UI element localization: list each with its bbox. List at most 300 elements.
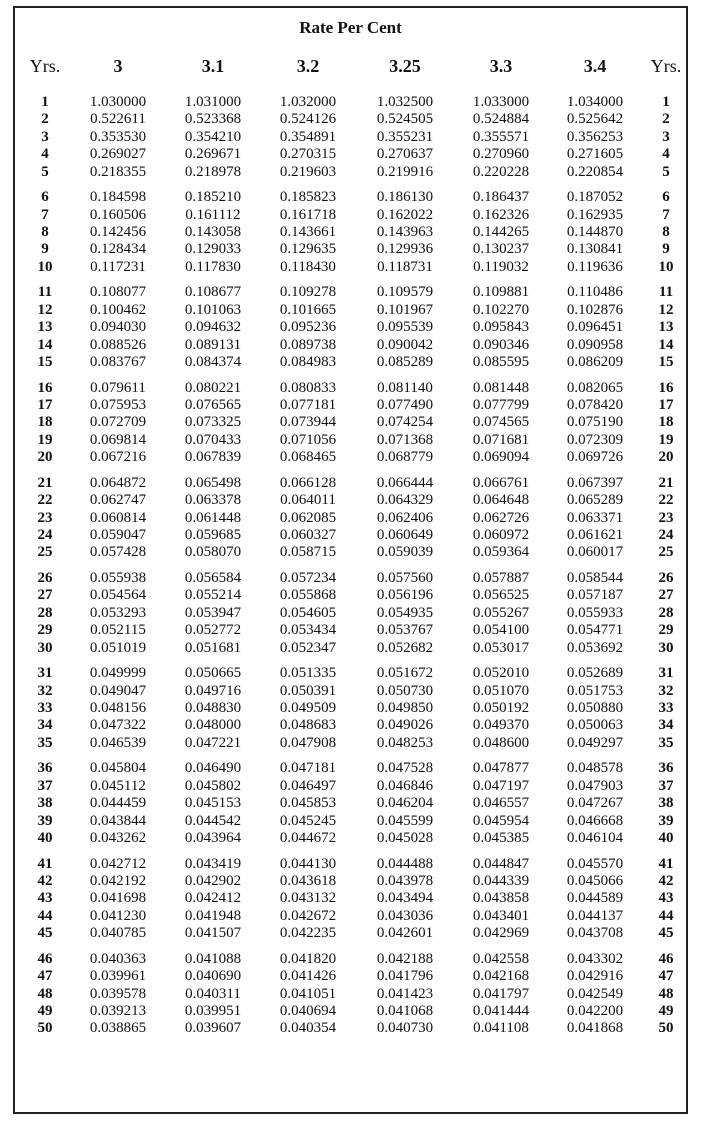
value-cell: 0.270315	[279, 146, 337, 163]
year-cell-left: 29	[37, 622, 53, 639]
value-cell: 0.049999	[89, 665, 147, 682]
value-cell: 0.522611	[90, 111, 146, 128]
value-cell: 0.162022	[376, 206, 434, 223]
table-body	[15, 94, 686, 1038]
value-cell: 0.047877	[472, 760, 530, 777]
value-cell: 0.085289	[376, 353, 434, 370]
year-cell-right: 35	[658, 734, 674, 751]
value-cell: 0.049047	[89, 682, 147, 699]
value-cell: 0.072309	[566, 431, 624, 448]
value-cell: 0.048253	[376, 734, 434, 751]
header-rate-3-1: 3.1	[201, 56, 225, 76]
value-cell: 0.041868	[566, 1020, 624, 1037]
value-cell: 0.043978	[376, 873, 434, 890]
value-cell: 0.044137	[566, 907, 624, 924]
value-cell: 0.109881	[472, 284, 530, 301]
year-cell-right: 49	[658, 1003, 674, 1019]
value-cell: 0.100462	[89, 301, 147, 318]
value-cell: 0.042192	[89, 873, 147, 890]
value-cell: 0.059039	[376, 544, 434, 561]
value-cell: 0.049370	[472, 717, 530, 734]
value-cell: 0.129033	[184, 241, 242, 258]
value-cell: 0.143963	[376, 223, 434, 240]
value-cell: 0.049509	[279, 700, 337, 716]
value-cell: 0.269027	[89, 146, 147, 163]
value-cell: 0.047903	[566, 777, 624, 794]
table-row	[15, 224, 686, 241]
year-cell-right: 45	[658, 925, 674, 942]
value-cell: 0.042558	[472, 950, 530, 967]
value-cell: 0.074565	[472, 414, 530, 431]
value-cell: 0.045570	[566, 855, 624, 872]
value-cell: 0.143058	[184, 223, 242, 240]
value-cell: 0.130841	[566, 241, 624, 258]
value-cell: 0.045599	[376, 812, 434, 829]
value-cell: 0.060649	[376, 526, 434, 543]
value-cell: 0.080221	[184, 379, 242, 396]
value-cell: 0.041051	[279, 985, 337, 1002]
year-cell-right: 40	[658, 829, 674, 846]
value-cell: 0.057887	[472, 570, 530, 587]
value-cell: 0.062747	[89, 492, 147, 509]
value-cell: 0.066761	[472, 474, 530, 491]
value-cell: 0.045245	[279, 812, 337, 829]
value-cell: 0.219603	[279, 163, 337, 180]
value-cell: 0.041507	[184, 925, 242, 942]
year-cell-right: 10	[658, 258, 674, 275]
table-row	[15, 207, 686, 224]
value-cell: 0.067397	[566, 474, 624, 491]
table-row	[15, 968, 686, 985]
table-row	[15, 925, 686, 942]
value-cell: 0.050391	[279, 682, 337, 699]
table-row	[15, 284, 686, 301]
value-cell: 0.059364	[472, 544, 530, 561]
value-cell: 0.218978	[184, 163, 242, 180]
year-cell-right: 4	[662, 146, 670, 163]
table-row	[15, 259, 686, 276]
year-cell-left: 2	[41, 111, 49, 128]
year-cell-left: 30	[37, 639, 53, 656]
value-cell: 0.070433	[184, 431, 242, 448]
value-cell: 0.038865	[89, 1020, 147, 1037]
value-cell: 0.042672	[279, 907, 337, 924]
year-cell-left: 15	[37, 353, 53, 370]
value-cell: 0.044847	[472, 855, 530, 872]
value-cell: 0.048830	[184, 700, 242, 716]
value-cell: 0.184598	[89, 189, 147, 206]
year-cell-left: 27	[37, 587, 53, 604]
value-cell: 0.039951	[184, 1003, 242, 1019]
year-cell-right: 9	[662, 241, 670, 258]
value-cell: 0.041796	[376, 968, 434, 985]
value-cell: 0.081140	[377, 379, 433, 396]
value-cell: 0.052682	[376, 639, 434, 656]
value-cell: 0.053692	[566, 639, 624, 656]
value-cell: 0.094632	[184, 319, 242, 336]
year-cell-right: 1	[662, 94, 670, 110]
year-cell-left: 11	[37, 284, 53, 301]
value-cell: 0.094030	[89, 319, 147, 336]
value-cell: 0.043036	[376, 907, 434, 924]
value-cell: 0.142456	[89, 223, 147, 240]
year-cell-right: 26	[658, 570, 674, 587]
value-cell: 0.042235	[279, 925, 337, 942]
value-cell: 0.064329	[376, 492, 434, 509]
value-cell: 0.046539	[89, 734, 147, 751]
year-cell-left: 49	[37, 1003, 53, 1019]
value-cell: 0.090042	[376, 336, 434, 353]
value-cell: 0.056525	[472, 587, 530, 604]
value-cell: 0.077799	[472, 397, 530, 413]
value-cell: 0.102876	[566, 301, 624, 318]
value-cell: 0.118731	[377, 258, 433, 275]
year-cell-right: 29	[658, 622, 674, 639]
header-yrs-right: Yrs.	[650, 56, 682, 76]
year-cell-right: 24	[658, 526, 674, 543]
value-cell: 0.119032	[473, 258, 529, 275]
table-row	[15, 492, 686, 509]
value-cell: 0.064872	[89, 474, 147, 491]
value-cell: 0.052772	[184, 622, 242, 639]
value-cell: 0.043419	[184, 855, 242, 872]
value-cell: 0.053017	[472, 639, 530, 656]
value-cell: 0.353530	[89, 128, 147, 145]
value-cell: 0.042200	[566, 1003, 624, 1019]
value-cell: 0.042549	[566, 985, 624, 1002]
value-cell: 0.049716	[184, 682, 242, 699]
value-cell: 0.067216	[89, 449, 147, 466]
value-cell: 0.050880	[566, 700, 624, 716]
year-cell-right: 33	[658, 700, 674, 716]
value-cell: 0.046846	[376, 777, 434, 794]
value-cell: 0.117231	[90, 258, 146, 275]
year-cell-right: 19	[658, 431, 674, 448]
value-cell: 0.054771	[566, 622, 624, 639]
value-cell: 0.089738	[279, 336, 337, 353]
year-cell-right: 32	[658, 682, 674, 699]
value-cell: 0.186130	[376, 189, 434, 206]
year-cell-left: 4	[41, 146, 49, 163]
year-cell-left: 46	[37, 950, 53, 967]
value-cell: 0.042412	[184, 890, 242, 907]
year-cell-left: 32	[37, 682, 53, 699]
table-row	[15, 319, 686, 336]
year-cell-right: 21	[658, 474, 674, 491]
year-cell-left: 6	[41, 189, 49, 206]
table-row	[15, 570, 686, 587]
table-row	[15, 908, 686, 925]
table-row	[15, 1020, 686, 1037]
table-row	[15, 544, 686, 561]
table-row	[15, 164, 686, 181]
value-cell: 0.068779	[376, 449, 434, 466]
value-cell: 0.040311	[185, 985, 241, 1002]
year-cell-left: 31	[37, 665, 53, 682]
value-cell: 0.069726	[566, 449, 624, 466]
value-cell: 0.051019	[89, 639, 147, 656]
value-cell: 0.072709	[89, 414, 147, 431]
value-cell: 0.044130	[279, 855, 337, 872]
year-cell-right: 27	[658, 587, 674, 604]
value-cell: 0.042916	[566, 968, 624, 985]
value-cell: 0.041426	[279, 968, 337, 985]
year-cell-left: 26	[37, 570, 53, 587]
table-row	[15, 449, 686, 466]
value-cell: 0.048683	[279, 717, 337, 734]
value-cell: 0.524126	[279, 111, 337, 128]
value-cell: 0.053293	[89, 604, 147, 621]
year-cell-right: 11	[658, 284, 674, 301]
year-cell-left: 8	[41, 223, 49, 240]
value-cell: 0.045802	[184, 777, 242, 794]
value-cell: 0.161112	[185, 206, 241, 223]
year-cell-left: 21	[37, 474, 53, 491]
value-cell: 0.047528	[376, 760, 434, 777]
value-cell: 0.119636	[567, 258, 623, 275]
year-cell-right: 31	[658, 665, 674, 682]
value-cell: 0.041068	[376, 1003, 434, 1019]
year-cell-right: 3	[662, 128, 670, 145]
year-cell-left: 22	[37, 492, 53, 509]
table-row	[15, 683, 686, 700]
year-cell-right: 25	[658, 544, 674, 561]
value-cell: 0.047908	[279, 734, 337, 751]
table-row	[15, 890, 686, 907]
value-cell: 0.090346	[472, 336, 530, 353]
value-cell: 0.042168	[472, 968, 530, 985]
value-cell: 0.039578	[89, 985, 147, 1002]
value-cell: 0.043844	[89, 812, 147, 829]
year-cell-right: 20	[658, 449, 674, 466]
value-cell: 0.095236	[279, 319, 337, 336]
value-cell: 0.040690	[184, 968, 242, 985]
value-cell: 0.095539	[376, 319, 434, 336]
value-cell: 0.042601	[376, 925, 434, 942]
year-cell-right: 5	[662, 163, 670, 180]
value-cell: 0.064011	[280, 492, 336, 509]
value-cell: 0.067839	[184, 449, 242, 466]
value-cell: 0.524884	[472, 111, 530, 128]
value-cell: 0.040354	[279, 1020, 337, 1037]
value-cell: 0.053434	[279, 622, 337, 639]
value-cell: 0.051681	[184, 639, 242, 656]
value-cell: 0.054605	[279, 604, 337, 621]
value-cell: 0.102270	[472, 301, 530, 318]
value-cell: 0.078420	[566, 397, 624, 413]
value-cell: 0.056584	[184, 570, 242, 587]
value-cell: 1.032500	[376, 94, 434, 110]
value-cell: 0.085595	[472, 353, 530, 370]
value-cell: 0.063371	[566, 509, 624, 526]
header-rate-3-3: 3.3	[489, 56, 513, 76]
year-cell-left: 35	[37, 734, 53, 751]
value-cell: 0.043708	[566, 925, 624, 942]
value-cell: 0.043618	[279, 873, 337, 890]
value-cell: 0.040694	[279, 1003, 337, 1019]
value-cell: 0.065498	[184, 474, 242, 491]
table-row	[15, 302, 686, 319]
value-cell: 0.043494	[376, 890, 434, 907]
table-row	[15, 873, 686, 890]
table-row	[15, 735, 686, 752]
value-cell: 0.143661	[279, 223, 337, 240]
value-cell: 0.162935	[566, 206, 624, 223]
value-cell: 0.047322	[89, 717, 147, 734]
value-cell: 0.040730	[376, 1020, 434, 1037]
table-row	[15, 830, 686, 847]
year-cell-left: 23	[37, 509, 53, 526]
year-cell-left: 34	[37, 717, 53, 734]
value-cell: 0.052689	[566, 665, 624, 682]
year-cell-right: 39	[658, 812, 674, 829]
value-cell: 0.049026	[376, 717, 434, 734]
value-cell: 0.045153	[184, 795, 242, 812]
value-cell: 0.077181	[279, 397, 337, 413]
value-cell: 0.271605	[566, 146, 624, 163]
value-cell: 0.039213	[89, 1003, 147, 1019]
year-cell-left: 3	[41, 128, 49, 145]
year-cell-right: 47	[658, 968, 674, 985]
value-cell: 0.071056	[279, 431, 337, 448]
year-cell-right: 7	[662, 206, 670, 223]
year-cell-left: 1	[41, 94, 49, 110]
value-cell: 0.269671	[184, 146, 242, 163]
value-cell: 0.061621	[566, 526, 624, 543]
value-cell: 0.066128	[279, 474, 337, 491]
value-cell: 0.044542	[184, 812, 242, 829]
value-cell: 0.101967	[376, 301, 434, 318]
year-cell-right: 23	[658, 509, 674, 526]
value-cell: 0.042188	[376, 950, 434, 967]
value-cell: 0.062726	[472, 509, 530, 526]
value-cell: 0.058715	[279, 544, 337, 561]
year-cell-left: 18	[37, 414, 53, 431]
value-cell: 0.162326	[472, 206, 530, 223]
header-yrs-left: Yrs.	[29, 56, 61, 76]
value-cell: 0.059047	[89, 526, 147, 543]
table-row	[15, 527, 686, 544]
value-cell: 0.060327	[279, 526, 337, 543]
header-rate-3-25: 3.25	[389, 56, 421, 76]
table-row	[15, 622, 686, 639]
value-cell: 0.043401	[472, 907, 530, 924]
year-cell-left: 16	[37, 379, 53, 396]
value-cell: 0.161718	[279, 206, 337, 223]
year-cell-left: 50	[37, 1020, 53, 1037]
value-cell: 0.083767	[89, 353, 147, 370]
year-cell-right: 38	[658, 795, 674, 812]
value-cell: 0.071681	[472, 431, 530, 448]
value-cell: 0.354891	[279, 128, 337, 145]
value-cell: 0.073325	[184, 414, 242, 431]
value-cell: 0.046490	[184, 760, 242, 777]
value-cell: 0.160506	[89, 206, 147, 223]
table-row	[15, 986, 686, 1003]
table-row	[15, 1003, 686, 1020]
value-cell: 0.185210	[184, 189, 242, 206]
value-cell: 0.051672	[376, 665, 434, 682]
value-cell: 0.045028	[376, 829, 434, 846]
value-cell: 0.109579	[376, 284, 434, 301]
value-cell: 0.049850	[376, 700, 434, 716]
year-cell-left: 5	[41, 163, 49, 180]
value-cell: 0.356253	[566, 128, 624, 145]
table-row	[15, 640, 686, 657]
value-cell: 0.068465	[279, 449, 337, 466]
value-cell: 0.075953	[89, 397, 147, 413]
value-cell: 0.117830	[185, 258, 241, 275]
value-cell: 0.057560	[376, 570, 434, 587]
value-cell: 0.064648	[472, 492, 530, 509]
value-cell: 0.110486	[567, 284, 623, 301]
value-cell: 0.101063	[184, 301, 242, 318]
table-row	[15, 605, 686, 622]
value-cell: 0.045385	[472, 829, 530, 846]
value-cell: 0.044589	[566, 890, 624, 907]
value-cell: 0.220854	[566, 163, 624, 180]
value-cell: 1.034000	[566, 94, 624, 110]
value-cell: 0.076565	[184, 397, 242, 413]
value-cell: 0.048578	[566, 760, 624, 777]
value-cell: 0.355231	[376, 128, 434, 145]
value-cell: 0.048000	[184, 717, 242, 734]
value-cell: 0.042969	[472, 925, 530, 942]
value-cell: 0.055933	[566, 604, 624, 621]
value-cell: 0.044672	[279, 829, 337, 846]
value-cell: 0.053767	[376, 622, 434, 639]
year-cell-right: 13	[658, 319, 674, 336]
value-cell: 0.043858	[472, 890, 530, 907]
header-rate-3-4: 3.4	[583, 56, 607, 76]
value-cell: 0.043302	[566, 950, 624, 967]
table-row	[15, 700, 686, 717]
table-row	[15, 337, 686, 354]
value-cell: 0.046668	[566, 812, 624, 829]
value-cell: 0.219916	[376, 163, 434, 180]
value-cell: 0.081448	[472, 379, 530, 396]
value-cell: 0.044488	[376, 855, 434, 872]
year-cell-left: 19	[37, 431, 53, 448]
value-cell: 0.047197	[472, 777, 530, 794]
value-cell: 0.057234	[279, 570, 337, 587]
value-cell: 0.129936	[376, 241, 434, 258]
value-cell: 0.046497	[279, 777, 337, 794]
year-cell-left: 36	[37, 760, 53, 777]
value-cell: 0.270960	[472, 146, 530, 163]
year-cell-left: 10	[37, 258, 53, 275]
year-cell-right: 28	[658, 604, 674, 621]
value-cell: 0.084983	[279, 353, 337, 370]
value-cell: 0.101665	[279, 301, 337, 318]
year-cell-left: 41	[37, 855, 53, 872]
year-cell-left: 13	[37, 319, 53, 336]
value-cell: 1.030000	[89, 94, 147, 110]
value-cell: 0.109278	[279, 284, 337, 301]
year-cell-left: 12	[37, 301, 53, 318]
value-cell: 0.144870	[566, 223, 624, 240]
value-cell: 0.096451	[566, 319, 624, 336]
year-cell-left: 7	[41, 206, 49, 223]
header-rate-3-2: 3.2	[296, 56, 320, 76]
table-row	[15, 510, 686, 527]
value-cell: 0.069094	[472, 449, 530, 466]
value-cell: 0.047267	[566, 795, 624, 812]
year-cell-left: 25	[37, 544, 53, 561]
year-cell-right: 30	[658, 639, 674, 656]
year-cell-left: 20	[37, 449, 53, 466]
value-cell: 0.118430	[280, 258, 336, 275]
